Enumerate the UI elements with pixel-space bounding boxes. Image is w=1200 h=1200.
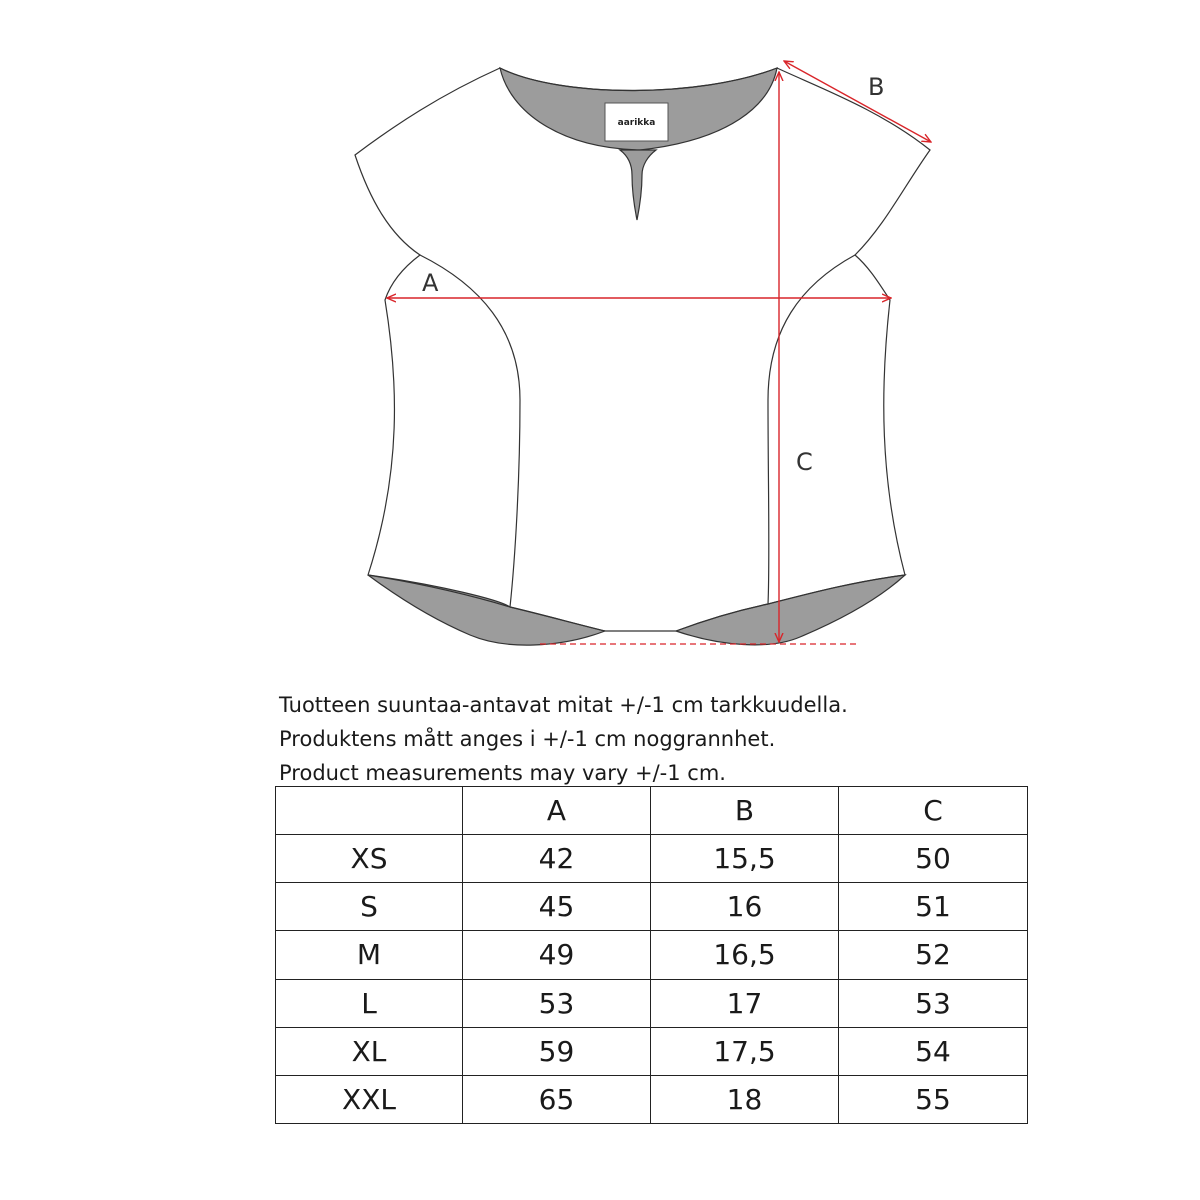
size-table (275, 786, 1028, 1124)
measure-b-label: B (868, 73, 885, 101)
note-finnish: Tuotteen suuntaa-antavat mitat +/-1 cm tarkkuudella. (279, 693, 848, 717)
table-row (276, 979, 1028, 1027)
value-cell: 45 (463, 883, 651, 931)
value-cell: 51 (839, 883, 1028, 931)
value-cell: 16 (651, 883, 839, 931)
value-cell: 42 (463, 835, 651, 883)
seam-left (420, 255, 520, 607)
size-cell: XL (276, 1027, 463, 1075)
note-swedish: Produktens mått anges i +/-1 cm noggrannhet. (279, 727, 776, 751)
value-cell: 18 (651, 1075, 839, 1123)
size-cell: L (276, 979, 463, 1027)
size-cell: XXL (276, 1075, 463, 1123)
hem-lining-right (676, 575, 905, 645)
value-cell: 53 (463, 979, 651, 1027)
table-row (276, 883, 1028, 931)
value-cell: 52 (839, 931, 1028, 979)
value-cell: 65 (463, 1075, 651, 1123)
table-row (276, 1075, 1028, 1123)
header-cell-c: C (839, 787, 1028, 835)
measure-a-label: A (422, 269, 439, 297)
neck-slit (620, 150, 656, 220)
table-header-row (276, 787, 1028, 835)
seam-right (768, 255, 855, 604)
table-row (276, 835, 1028, 883)
value-cell: 54 (839, 1027, 1028, 1075)
size-cell: XS (276, 835, 463, 883)
size-cell: M (276, 931, 463, 979)
table-row (276, 931, 1028, 979)
value-cell: 59 (463, 1027, 651, 1075)
header-cell-a: A (463, 787, 651, 835)
value-cell: 49 (463, 931, 651, 979)
value-cell: 16,5 (651, 931, 839, 979)
table-row (276, 1027, 1028, 1075)
value-cell: 50 (839, 835, 1028, 883)
value-cell: 53 (839, 979, 1028, 1027)
value-cell: 15,5 (651, 835, 839, 883)
measurement-notes (279, 688, 979, 790)
value-cell: 17,5 (651, 1027, 839, 1075)
header-cell (276, 787, 463, 835)
measure-c-label: C (796, 448, 813, 476)
value-cell: 17 (651, 979, 839, 1027)
hem-lining-left (368, 575, 605, 645)
note-english: Product measurements may vary +/-1 cm. (279, 761, 726, 785)
brand-label-text: aarikka (617, 118, 656, 128)
value-cell: 55 (839, 1075, 1028, 1123)
header-cell-b: B (651, 787, 839, 835)
measure-b-line (784, 61, 931, 142)
size-cell: S (276, 883, 463, 931)
